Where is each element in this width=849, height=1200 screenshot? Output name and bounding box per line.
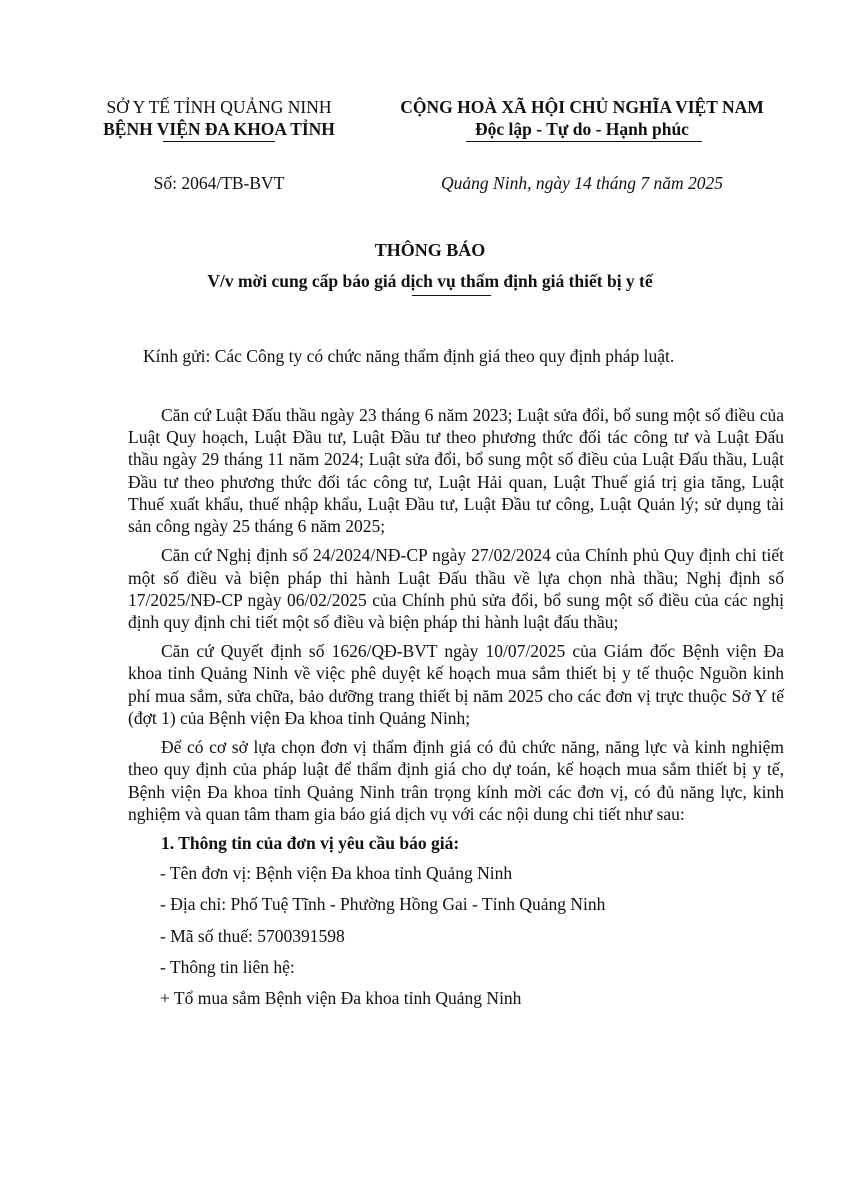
document-body (128, 404, 784, 1018)
list-item: - Địa chỉ: Phố Tuệ Tĩnh - Phường Hồng Gai - Tỉnh Quảng Ninh (160, 894, 606, 915)
section-heading: 1. Thông tin của đơn vị yêu cầu báo giá: (161, 832, 460, 853)
motto-underline (466, 141, 702, 142)
title-underline (412, 295, 491, 296)
list-item: - Thông tin liên hệ: (160, 956, 295, 977)
greeting-line: Kính gửi: Các Công ty có chức năng thẩm định giá theo quy định pháp luật. (143, 346, 675, 366)
title-subject: V/v mời cung cấp báo giá dịch vụ thẩm định giá thiết bị y tế (207, 270, 653, 291)
list-item: - Mã số thuế: 5700391598 (160, 925, 345, 946)
paragraph-invitation: Để có cơ sở lựa chọn đơn vị thẩm định giá có đủ chức năng, năng lực và kinh nghiệm theo quy định của pháp luật để thẩm định giá cho dự toán, kế hoạch mua sắm thiết bị y tế, Bệnh viện Đa khoa tỉnh Quảng Ninh trân trọng kính mời các đơn vị, có đủ năng lực, kinh nghiệm và quan tâm tham gia báo giá dịch vụ với các nội dung chi tiết như sau: (128, 737, 784, 824)
national-motto: Độc lập - Tự do - Hạnh phúc (475, 119, 689, 140)
document-date: Quảng Ninh, ngày 14 tháng 7 năm 2025 (441, 173, 723, 193)
paragraph-legal-basis-decrees: Căn cứ Nghị định số 24/2024/NĐ-CP ngày 27/02/2024 của Chính phủ Quy định chi tiết một số điều và biện pháp thi hành Luật Đấu thầu về lựa chọn nhà thầu; Nghị định số 17/2025/NĐ-CP ngày 06/02/2025 của Chính phủ sửa đổi, bổ sung một số điều của các nghị định quy định chi tiết một số điều và biện pháp thi hành luật đấu thầu; (128, 545, 784, 632)
issuer-name: BỆNH VIỆN ĐA KHOA TỈNH (103, 119, 335, 140)
title-main: THÔNG BÁO (374, 240, 486, 260)
list-item: - Tên đơn vị: Bệnh viện Đa khoa tỉnh Quảng Ninh (160, 863, 513, 884)
paragraph-legal-basis-decision: Căn cứ Quyết định số 1626/QĐ-BVT ngày 10/07/2025 của Giám đốc Bệnh viện Đa khoa tỉnh Quảng Ninh về việc phê duyệt kế hoạch mua sắm thiết bị y tế thuộc Nguồn kinh phí mua sắm, sửa chữa, bảo dưỡng trang thiết bị năm 2025 cho các đơn vị trực thuộc Sở Y tế (đợt 1) của Bệnh viện Đa khoa tỉnh Quảng Ninh; (128, 641, 784, 728)
document-title (100, 239, 760, 292)
document-number: Số: 2064/TB-BVT (153, 173, 285, 193)
issuer-header (88, 96, 350, 142)
national-title: CỘNG HOÀ XÃ HỘI CHỦ NGHĨA VIỆT NAM (400, 97, 764, 117)
paragraph-legal-basis-laws: Căn cứ Luật Đấu thầu ngày 23 tháng 6 năm 2023; Luật sửa đổi, bổ sung một số điều của Luật Quy hoạch, Luật Đầu tư, Luật Đầu tư theo phương thức đối tác công tư và Luật Đấu thầu ngày 29 tháng 11 năm 2024; Luật sửa đổi, bổ sung một số điều của Luật Đấu thầu, Luật Đầu tư theo phương thức đối tác công tư, Luật Hải quan, Luật Thuế giá trị gia tăng, Luật Thuế xuất khẩu, thuế nhập khẩu, Luật Đầu tư, Luật Đầu tư công, Luật Quản lý; sử dụng tài sản công ngày 25 tháng 6 năm 2025; (128, 405, 784, 537)
issuer-underline (163, 141, 275, 142)
national-header (372, 96, 792, 142)
issuer-parent-agency: SỞ Y TẾ TỈNH QUẢNG NINH (106, 97, 332, 117)
list-item: + Tổ mua sắm Bệnh viện Đa khoa tỉnh Quảng Ninh (160, 988, 522, 1009)
